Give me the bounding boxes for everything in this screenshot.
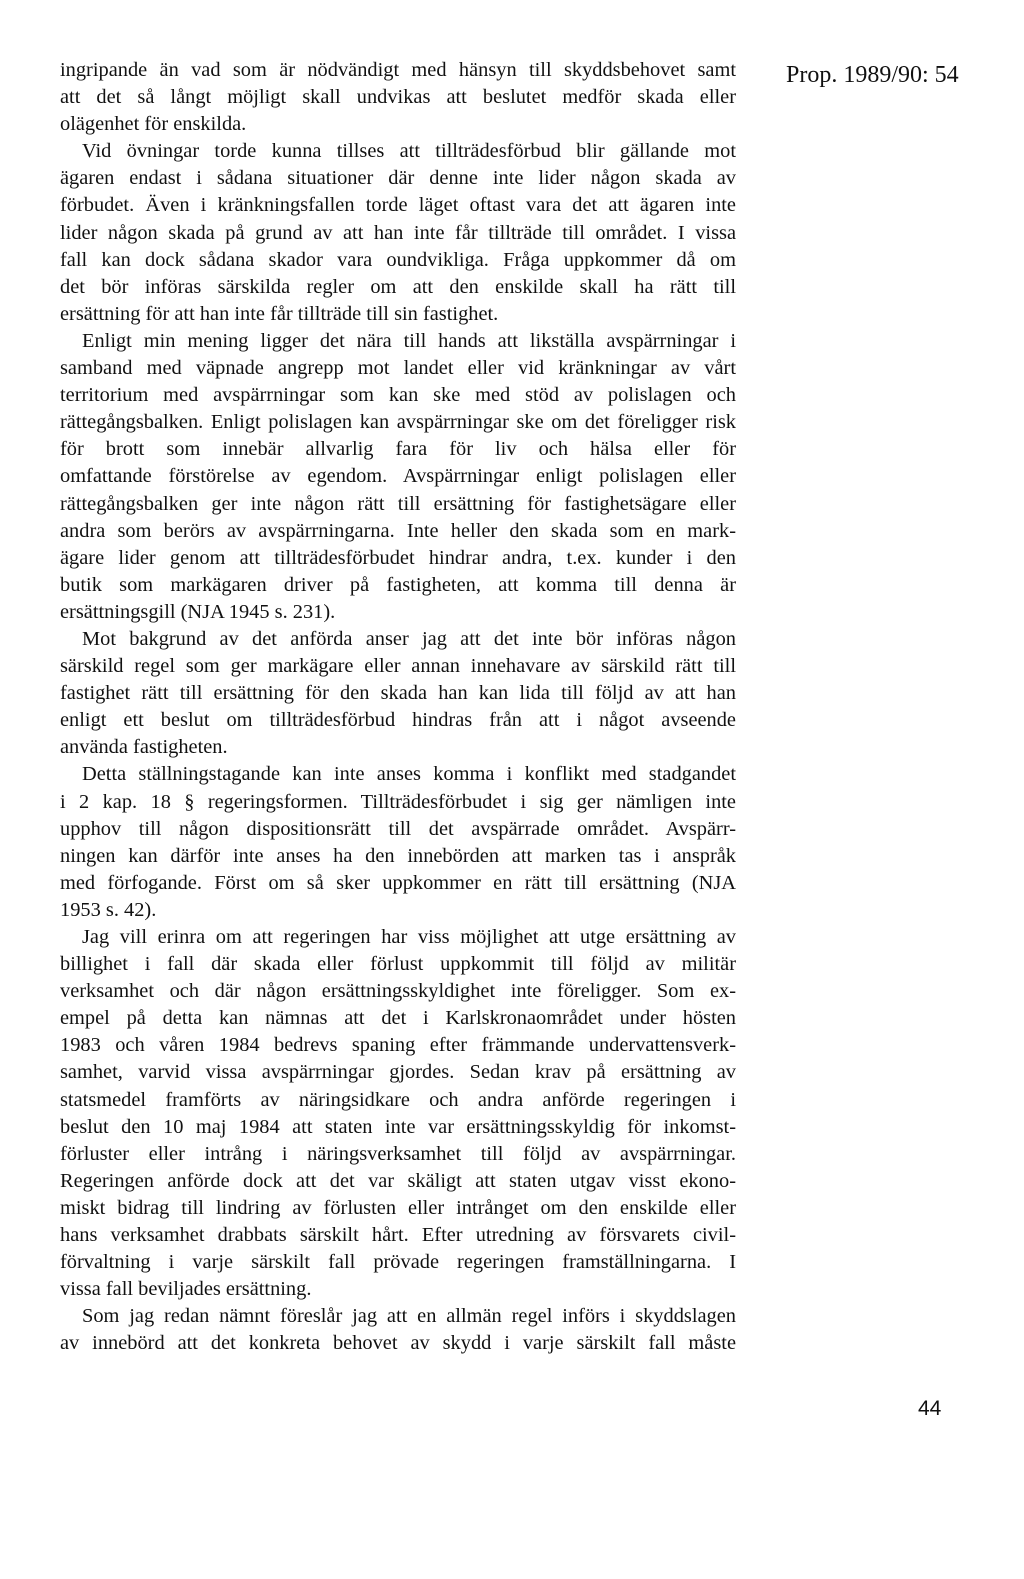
text-line: enligt ett beslut om tillträdesförbud hindras från att i något avseende (60, 709, 736, 732)
text-line: verksamhet och där någon ersättningsskyldighet inte föreligger. Som ex- (60, 980, 736, 1003)
text-line: omfattande förstörelse av egendom. Avspärrningar enligt polislagen eller (60, 465, 736, 488)
text-line: vissa fall beviljades ersättning. (60, 1278, 312, 1301)
text-line: ningen kan därför inte anses ha den innebörden att marken tas i anspråk (60, 844, 736, 867)
text-line: 1983 och våren 1984 bedrevs spaning efter främmande undervattensverk- (60, 1034, 736, 1057)
text-line: rättegångsbalken ger inte någon rätt till ersättning för fastighetsägare eller (60, 492, 736, 515)
proposition-reference: Prop. 1989/90: 54 (786, 62, 959, 88)
text-line: hans verksamhet drabbats särskilt hårt. Efter utredning av försvarets civil- (60, 1224, 736, 1247)
text-line: empel på detta kan nämnas att det i Karlskronaområdet under hösten (60, 1007, 736, 1030)
text-line: ersättningsgill (NJA 1945 s. 231). (60, 600, 336, 623)
text-line: butik som markägaren driver på fastigheten, att komma till denna är (60, 573, 736, 596)
text-line: det bör införas särskilda regler om att den enskilde skall ha rätt till (60, 275, 736, 298)
text-line: lider någon skada på grund av att han inte får tillträde till området. I vissa (60, 221, 736, 244)
text-line: Vid övningar torde kunna tillses att tillträdesförbud blir gällande mot (82, 140, 736, 163)
text-line: av innebörd att det konkreta behovet av skydd i varje särskilt fall måste (60, 1332, 736, 1355)
text-line: samband med väpnade angrepp mot landet eller vid kränkningar av vårt (60, 357, 736, 380)
text-line: 1953 s. 42). (60, 898, 157, 921)
paragraph-5 (60, 761, 736, 924)
body-text (60, 57, 736, 1358)
page-number: 44 (918, 1397, 942, 1420)
paragraph-4 (60, 626, 736, 761)
text-line: att det så långt möjligt skall undvikas att beslutet medför skada eller (60, 86, 736, 109)
text-line: förluster eller intrång i näringsverksamhet till följd av avspärrningar. (60, 1142, 736, 1165)
text-line: samhet, varvid vissa avspärrningar gjordes. Sedan krav på ersättning av (60, 1061, 736, 1084)
text-line: förvaltning i varje särskilt fall prövade regeringen framställningarna. I (60, 1251, 736, 1274)
text-line: olägenhet för enskilda. (60, 113, 247, 136)
paragraph-6 (60, 924, 736, 1303)
text-line: billighet i fall där skada eller förlust uppkommit till följd av militär (60, 953, 736, 976)
text-line: upphov till någon dispositionsrätt till det avspärrade området. Avspärr- (60, 817, 736, 840)
text-line: Enligt min mening ligger det nära till hands att likställa avspärrningar i (82, 329, 736, 352)
text-line: statsmedel framförts av näringsidkare och andra anförde regeringen i (60, 1088, 736, 1111)
text-line: ersättning för att han inte får tillträde till sin fastighet. (60, 302, 499, 325)
text-line: fastighet rätt till ersättning för den skada han kan lida till följd av att han (60, 682, 736, 705)
text-line: rättegångsbalken. Enligt polislagen kan avspärrningar ske om det föreligger risk för brott som innebär allvarlig fara för liv och hälsa eller för (60, 411, 736, 461)
paragraph-2 (60, 138, 736, 328)
text-line: ägaren endast i sådana situationer där denne inte lider någon skada av (60, 167, 736, 190)
text-line: miskt bidrag till lindring av förlusten eller intrånget om den enskilde eller (60, 1196, 736, 1219)
paragraph-1 (60, 57, 736, 138)
text-line: territorium med avspärrningar som kan ske med stöd av polislagen och (60, 384, 736, 407)
text-line: fall kan dock sådana skador vara oundvikliga. Fråga uppkommer då om (60, 248, 736, 271)
text-line: med förfogande. Först om så sker uppkommer en rätt till ersättning (NJA (60, 871, 736, 894)
paragraph-7 (60, 1303, 736, 1357)
text-line: ägare lider genom att tillträdesförbudet hindrar andra, t.ex. kunder i den (60, 546, 736, 569)
text-line: Jag vill erinra om att regeringen har viss möjlighet att utge ersättning av (82, 926, 736, 948)
text-line: ingripande än vad som är nödvändigt med hänsyn till skyddsbehovet samt (60, 59, 736, 81)
text-line: Mot bakgrund av det anförda anser jag att det inte bör införas någon (82, 627, 736, 650)
text-line: förbudet. Även i kränkningsfallen torde läget oftast vara det att ägaren inte (60, 194, 736, 217)
text-line: särskild regel som ger markägare eller annan innehavare av särskild rätt till (60, 655, 736, 678)
text-line: Regeringen anförde dock att det var skäligt att staten utgav visst ekono- (60, 1169, 736, 1192)
text-line: använda fastigheten. (60, 736, 228, 759)
text-line: Detta ställningstagande kan inte anses komma i konflikt med stadgandet (82, 763, 736, 786)
text-line: Som jag redan nämnt föreslår jag att en allmän regel införs i skyddslagen (82, 1305, 736, 1328)
text-line: i 2 kap. 18 § regeringsformen. Tillträdesförbudet i sig ger nämligen inte (60, 790, 736, 813)
paragraph-3 (60, 328, 736, 626)
text-line: andra som berörs av avspärrningarna. Inte heller den skada som en mark- (60, 519, 736, 542)
text-line: beslut den 10 maj 1984 att staten inte var ersättningsskyldig för inkomst- (60, 1115, 736, 1138)
